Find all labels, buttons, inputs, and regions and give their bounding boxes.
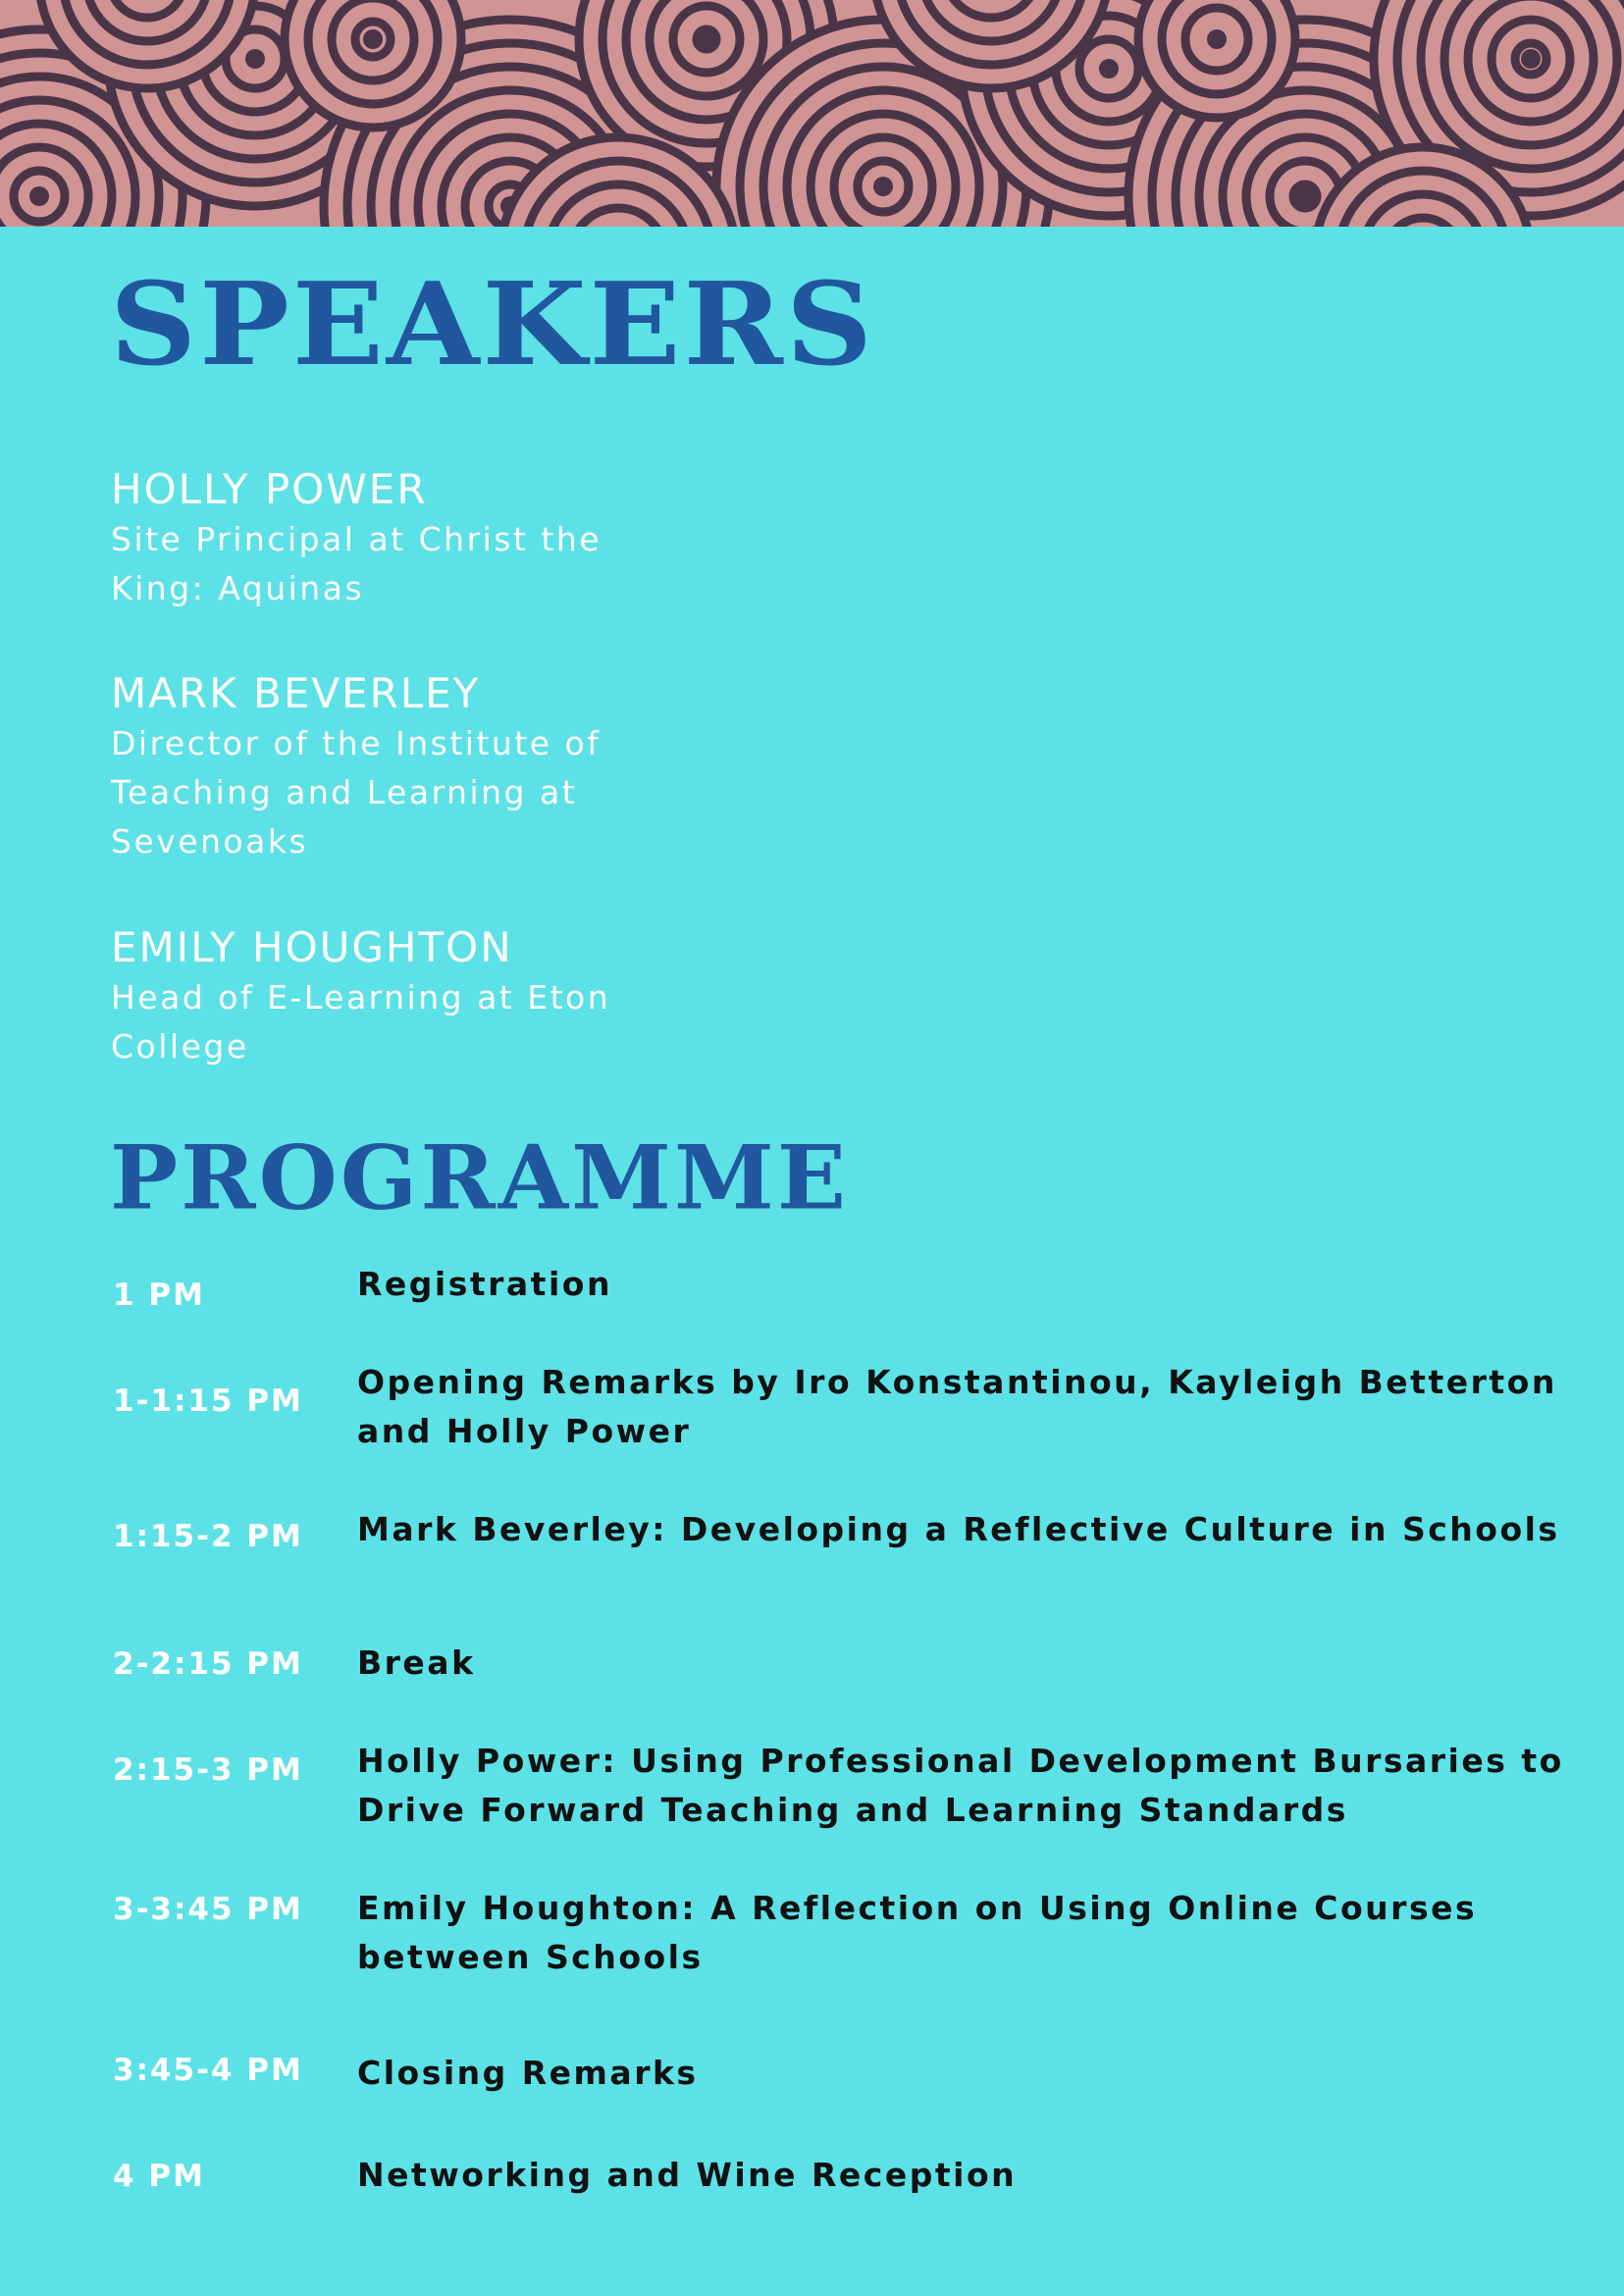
programme-event: Registration [357, 1265, 612, 1303]
speaker-holly-power [111, 464, 700, 613]
programme-time: 1-1:15 PM [113, 1383, 303, 1419]
programme-time: 3:45-4 PM [113, 2053, 303, 2088]
speaker-name: EMILY HOUGHTON [111, 923, 513, 971]
programme-time: 1:15-2 PM [113, 1519, 303, 1554]
programme-event: Mark Beverley: Developing a Reflective Culture in Schools [357, 1510, 1560, 1548]
programme-event: Opening Remarks by Iro Konstantinou, Kayleigh Betterton and Holly Power [357, 1363, 1557, 1450]
speaker-mark-beverley [111, 668, 700, 866]
speaker-emily-houghton [111, 922, 700, 1071]
decorative-banner [0, 0, 1624, 227]
speaker-name: MARK BEVERLEY [111, 669, 481, 717]
programme-time: 3-3:45 PM [113, 1892, 303, 1927]
programme-event: Closing Remarks [357, 2054, 699, 2092]
programme-time: 2-2:15 PM [113, 1646, 303, 1682]
speaker-name: HOLLY POWER [111, 465, 428, 513]
programme-heading: PROGRAMME [110, 1125, 849, 1229]
speaker-role: Site Principal at Christ the King: Aquinas [111, 520, 602, 607]
swirl-pattern-icon [0, 0, 1624, 227]
programme-event: Emily Houghton: A Reflection on Using Online Courses between Schools [357, 1889, 1478, 1976]
programme-event: Networking and Wine Reception [357, 2156, 1018, 2194]
programme-event: Break [357, 1644, 476, 1682]
programme-time: 2:15-3 PM [113, 1752, 303, 1788]
speaker-role: Director of the Institute of Teaching and Learning at Sevenoaks [111, 724, 602, 861]
speaker-role: Head of E-Learning at Eton College [111, 978, 611, 1066]
programme-time: 4 PM [113, 2159, 205, 2194]
programme-event: Holly Power: Using Professional Development Bursaries to Drive Forward Teaching and Learning Standards [357, 1742, 1564, 1829]
speakers-heading: SPEAKERS [110, 256, 876, 391]
programme-time: 1 PM [113, 1278, 205, 1313]
